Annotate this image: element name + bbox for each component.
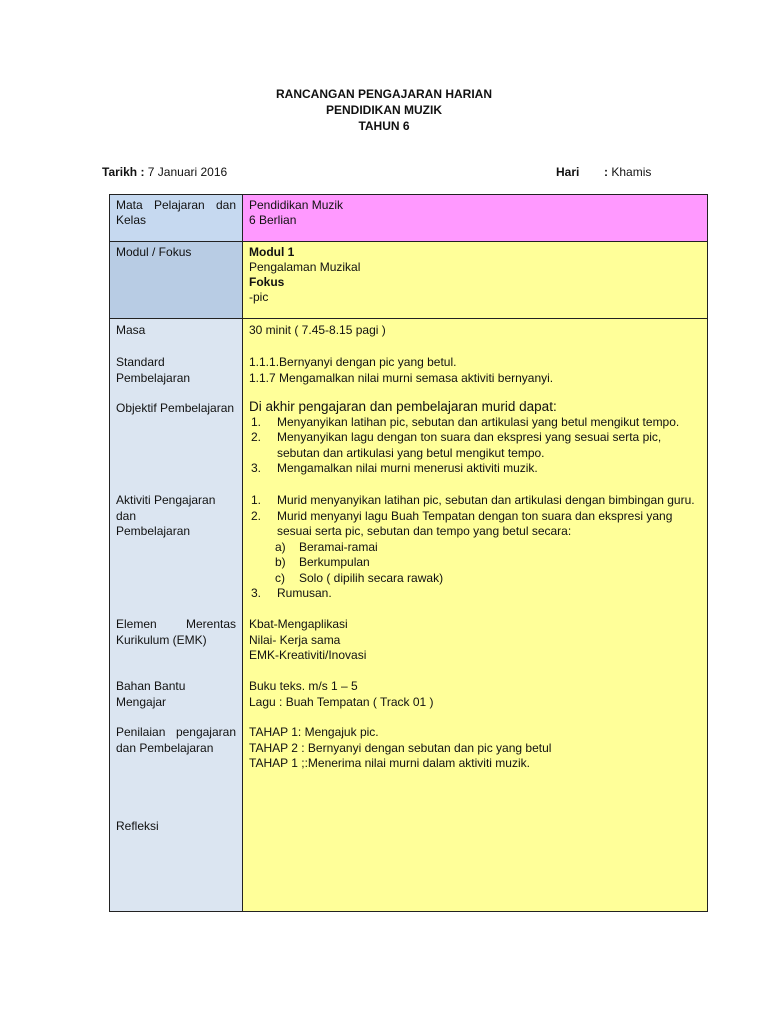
objektif-intro: Di akhir pengajaran dan pembelajaran murid dapat: xyxy=(249,399,557,414)
objektif-block xyxy=(249,399,699,477)
list-item: 1. Murid menyanyikan latihan pic, sebutan dan artikulasi dengan bimbingan guru. xyxy=(251,493,695,507)
tarikh-value: 7 Januari 2016 xyxy=(147,165,228,179)
subject-name: Pendidikan Muzik xyxy=(249,198,344,212)
modul-value: Pengalaman Muzikal xyxy=(249,260,361,274)
doc-year: TAHUN 6 xyxy=(358,119,410,133)
subject-value-cell xyxy=(243,195,708,242)
aktiviti-list xyxy=(249,493,699,540)
emk-values: Kbat-Mengaplikasi Nilai- Kerja sama EMK-Kreativiti/Inovasi xyxy=(249,617,367,662)
tarikh-label: Tarikh : xyxy=(102,165,145,179)
masa-value: 30 minit ( 7.45-8.15 pagi ) xyxy=(249,323,386,337)
modul-title: Modul 1 xyxy=(249,245,295,259)
doc-subject: PENDIDIKAN MUZIK xyxy=(326,103,442,117)
list-item: a) Beramai-ramai xyxy=(275,539,378,554)
subject-label-cell xyxy=(110,195,243,242)
subject-label-line2: Kelas xyxy=(116,213,147,227)
emk-label: Elemen Merentas Kurikulum (EMK) xyxy=(116,617,236,647)
table-row-module xyxy=(110,242,708,319)
module-label-cell xyxy=(110,242,243,319)
hari-label: Hari xyxy=(556,165,580,179)
fokus-title: Fokus xyxy=(249,275,285,289)
table-row-subject xyxy=(110,195,708,242)
lesson-plan-table xyxy=(109,194,708,912)
refleksi-label: Refleksi xyxy=(116,819,159,833)
details-value-cell xyxy=(243,319,708,912)
fokus-value: -pic xyxy=(249,290,269,304)
hari-value: : Khamis xyxy=(604,165,652,179)
subject-label-line1: Mata Pelajaran dan xyxy=(116,198,236,212)
list-item: 2. Menyanyikan lagu dengan ton suara dan ekspresi yang sesuai serta pic, sebutan dan artikulasi yang betul mengikut tempo. xyxy=(251,430,662,460)
standard-label: Standard Pembelajaran xyxy=(116,355,191,385)
tarikh-field xyxy=(102,164,227,180)
details-label-cell xyxy=(110,319,243,912)
objektif-list xyxy=(249,415,699,477)
objektif-label: Objektif Pembelajaran xyxy=(116,401,235,415)
list-item: 3. Mengamalkan nilai murni menerusi aktiviti muzik. xyxy=(251,461,538,475)
aktiviti-block xyxy=(249,493,699,602)
table-row-details xyxy=(110,319,708,912)
aktiviti-sublist xyxy=(249,540,699,587)
standard-item: 1.1.1.Bernyanyi dengan pic yang betul. xyxy=(249,355,457,369)
aktiviti-list-end xyxy=(249,586,699,602)
masa-label: Masa xyxy=(116,323,146,337)
module-label: Modul / Fokus xyxy=(116,245,192,259)
list-item: c) Solo ( dipilih secara rawak) xyxy=(275,570,444,585)
module-value-cell xyxy=(243,242,708,319)
standard-list xyxy=(249,355,701,386)
list-item: 2. Murid menyanyi lagu Buah Tempatan dengan ton suara dan ekspresi yang sesuai serta pic, sebutan dan tempo yang betul secara: xyxy=(251,508,673,538)
penilaian-values: TAHAP 1: Mengajuk pic. TAHAP 2 : Bernyanyi dengan sebutan dan pic yang betul TAHAP 1 ;:Menerima nilai murni dalam aktiviti muzik. xyxy=(249,725,552,770)
penilaian-label: Penilaian pengajaran dan Pembelajaran xyxy=(116,725,236,755)
bbm-values: Buku teks. m/s 1 – 5 Lagu : Buah Tempatan ( Track 01 ) xyxy=(249,679,434,709)
aktiviti-label: Aktiviti Pengajaran dan Pembelajaran xyxy=(116,493,216,538)
list-item: 1. Menyanyikan latihan pic, sebutan dan artikulasi yang betul mengikut tempo. xyxy=(251,414,680,429)
doc-title: RANCANGAN PENGAJARAN HARIAN xyxy=(275,87,492,101)
list-item: 3. Rumusan. xyxy=(251,586,332,600)
list-item: b) Berkumpulan xyxy=(275,555,370,569)
standard-item: 1.1.7 Mengamalkan nilai murni semasa aktiviti bernyanyi. xyxy=(249,370,554,385)
class-name: 6 Berlian xyxy=(249,213,297,227)
bbm-label: Bahan Bantu Mengajar xyxy=(116,679,186,709)
